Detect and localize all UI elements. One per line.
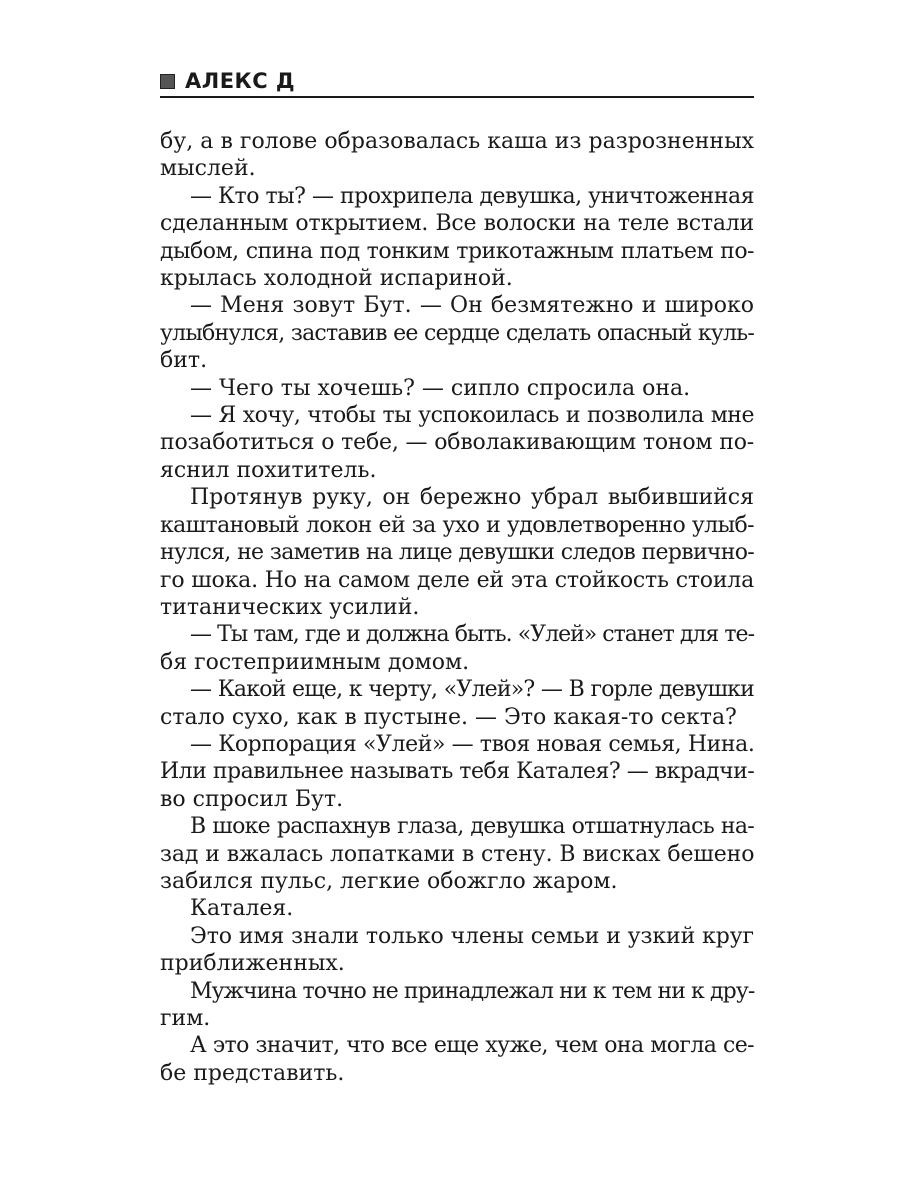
page-body-text: [160, 128, 754, 1087]
text-line: забился пульс, легкие обожгло жаром.: [160, 868, 618, 894]
text-line: — Я хочу, чтобы ты успокоилась и позволила мне: [190, 403, 754, 429]
text-line: улыбнулся, заставив ее сердце сделать опасный куль-: [160, 320, 754, 346]
text-line: нулся, не заметив на лице девушки следов первично-: [160, 540, 754, 566]
text-line: Или правильнее называть тебя Каталея? — вкрадчи-: [160, 759, 755, 785]
text-line: стало сухо, как в пустыне. — Это какая-то секта?: [160, 704, 737, 730]
text-line: дыбом, спина под тонким трикотажным платьем по-: [160, 238, 754, 264]
text-line: А это значит, что все еще хуже, чем она могла се-: [190, 1033, 754, 1059]
text-line: зад и вжалась лопатками в стену. В висках бешено: [160, 841, 755, 867]
text-line: В шоке распахнув глаза, девушка отшатнулась на-: [190, 814, 754, 840]
text-line: яснил похититель.: [160, 457, 377, 483]
text-line: сделанным открытием. Все волоски на теле встали: [160, 211, 754, 237]
text-line: бе представить.: [160, 1060, 345, 1086]
text-line: Протянув руку, он бережно убрал выбившийся: [190, 485, 754, 511]
text-line: Каталея.: [190, 896, 294, 922]
text-line: — Ты там, где и должна быть. «Улей» станет для те-: [190, 622, 754, 648]
text-line: бит.: [160, 348, 208, 374]
text-line: каштановый локон ей за ухо и удовлетворенно улыб-: [160, 512, 754, 538]
text-line: во спросил Бут.: [160, 786, 344, 812]
text-line: Мужчина точно не принадлежал ни к тем ни к дру-: [190, 978, 755, 1004]
text-line: бя гостеприимным домом.: [160, 649, 470, 675]
text-line: мыслей.: [160, 156, 256, 182]
text-line: — Какой еще, к черту, «Улей»? — В горле девушки: [190, 677, 754, 703]
running-header: [160, 66, 754, 98]
text-line: — Меня зовут Бут. — Он безмятежно и широко: [190, 293, 754, 319]
author-name: АЛЕКС Д: [185, 69, 296, 93]
text-line: крылась холодной испариной.: [160, 266, 513, 292]
text-line: — Чего ты хочешь? — сипло спросила она.: [190, 375, 691, 401]
text-line: титанических усилий.: [160, 594, 420, 620]
text-line: го шока. Но на самом деле ей эта стойкость стоила: [160, 567, 754, 593]
text-line: приближенных.: [160, 951, 345, 977]
text-line: Это имя знали только члены семьи и узкий круг: [190, 923, 754, 949]
text-line: — Корпорация «Улей» — твоя новая семья, Нина.: [190, 731, 755, 757]
text-line: бу, а в голове образовалась каша из разрозненных: [160, 129, 754, 154]
text-line: гим.: [160, 1006, 211, 1031]
header-square-icon: [160, 74, 175, 89]
text-line: — Кто ты? — прохрипела девушка, уничтоженная: [190, 183, 754, 209]
text-line: позаботиться о тебе, — обволакивающим тоном по-: [160, 430, 754, 456]
